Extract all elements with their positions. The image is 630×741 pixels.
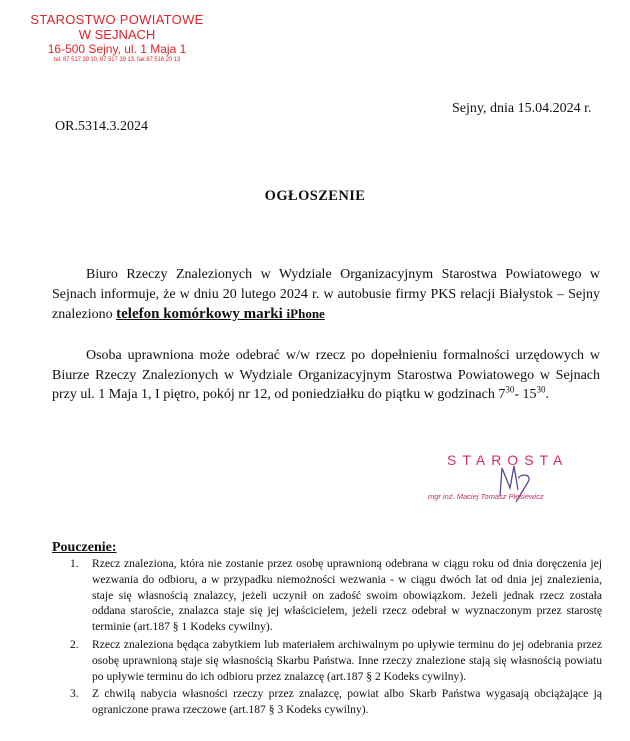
- signature-stamp: [418, 452, 578, 512]
- signature-role: STAROSTA: [447, 452, 569, 468]
- hours-start: 7: [498, 387, 506, 402]
- office-address: 16-500 Sejny, ul. 1 Maja 1: [47, 42, 187, 56]
- found-item-brand: iPhone: [286, 306, 325, 321]
- pouczenie-list: [52, 556, 602, 720]
- pouczenie-heading: Pouczenie:: [52, 540, 117, 555]
- hours-end: 15: [522, 387, 537, 402]
- list-item: 2. Rzecz znaleziona będąca zabytkiem lub materiałem archiwalnym po upływie terminu do jej odebrania przez osobę uprawnioną staje się własnością Skarbu Państwa. Inne rzeczy znalezione stają się własnością powiatu po upływie terminu do ich odbioru przez znalazcę (art.187 § 2 Kodeks cywilny).: [70, 637, 602, 683]
- list-item: 1. Rzecz znaleziona, która nie zostanie przez osobę uprawnioną odebrana w ciągu roku od dnia doręczenia jej wezwania do odbioru, a w przypadku niemożności wezwania - w ciągu dwóch lat od dnia jej znalezienia, staje się własnością znalazcy, jeżeli uczynił on zadość swoim obowiązkom. Jeżeli jednak rzecz została oddana staroście, znalazca staje się jej właścicielem, jeżeli rzecz odebrał w wyznaczonym przez starostę terminie (art.187 § 1 Kodeks cywilny).: [70, 557, 602, 634]
- signatory-name: mgr inż. Maciej Tomasz Plesiewicz: [428, 492, 544, 501]
- found-item: telefon komórkowy marki iPhone: [116, 306, 325, 322]
- office-stamp: [28, 12, 206, 64]
- reference-number: OR.5314.3.2024: [55, 119, 148, 134]
- announcement-paragraph: [52, 265, 600, 325]
- pickup-paragraph: Osoba uprawniona może odebrać w/w rzecz po dopełnieniu formalności urzędowych w Biurze Rzeczy Znalezionych w Wydziale Organizacyjnym Starostwa Powiatowego w Sejnach przy ul. 1 Maja 1, I piętro, pokój nr 12, od poniedziałku do piątku w godzinach $7^{30}-$ $15^{30}$.: [52, 348, 600, 402]
- office-location: W SEJNACH: [78, 27, 156, 42]
- office-phones: tel. 87 517 39 10, 87 517 39 13, fax 87 516 20 13: [53, 57, 181, 63]
- document-title: OGŁOSZENIE: [264, 188, 366, 204]
- paragraph2-text: Osoba uprawniona może odebrać w/w rzecz po dopełnieniu formalności urzędowych w Biurze Rzeczy Znalezionych w Wydziale Organizacyjnym Starostwa Powiatowego w Sejnach przy ul. 1 Maja 1, I piętro, pokój nr 12, od poniedziałku do piątku w godzinach: [52, 348, 600, 402]
- office-name: STAROSTWO POWIATOWE: [30, 12, 204, 27]
- list-item: 3. Z chwilą nabycia własności rzeczy przez znalazcę, powiat albo Skarb Państwa wygasają obciążające ją ograniczone prawa rzeczowe (art.187 § 3 Kodeks cywilny).: [70, 687, 602, 717]
- paragraph1-text: Biuro Rzeczy Znalezionych w Wydziale Organizacyjnym Starostwa Powiatowego w Sejnach informuje, że w dniu 20 lutego 2024 r. w autobusie firmy PKS relacji Białystok – Sejny znaleziono: [52, 267, 600, 322]
- document-date: Sejny, dnia 15.04.2024 r.: [452, 101, 592, 116]
